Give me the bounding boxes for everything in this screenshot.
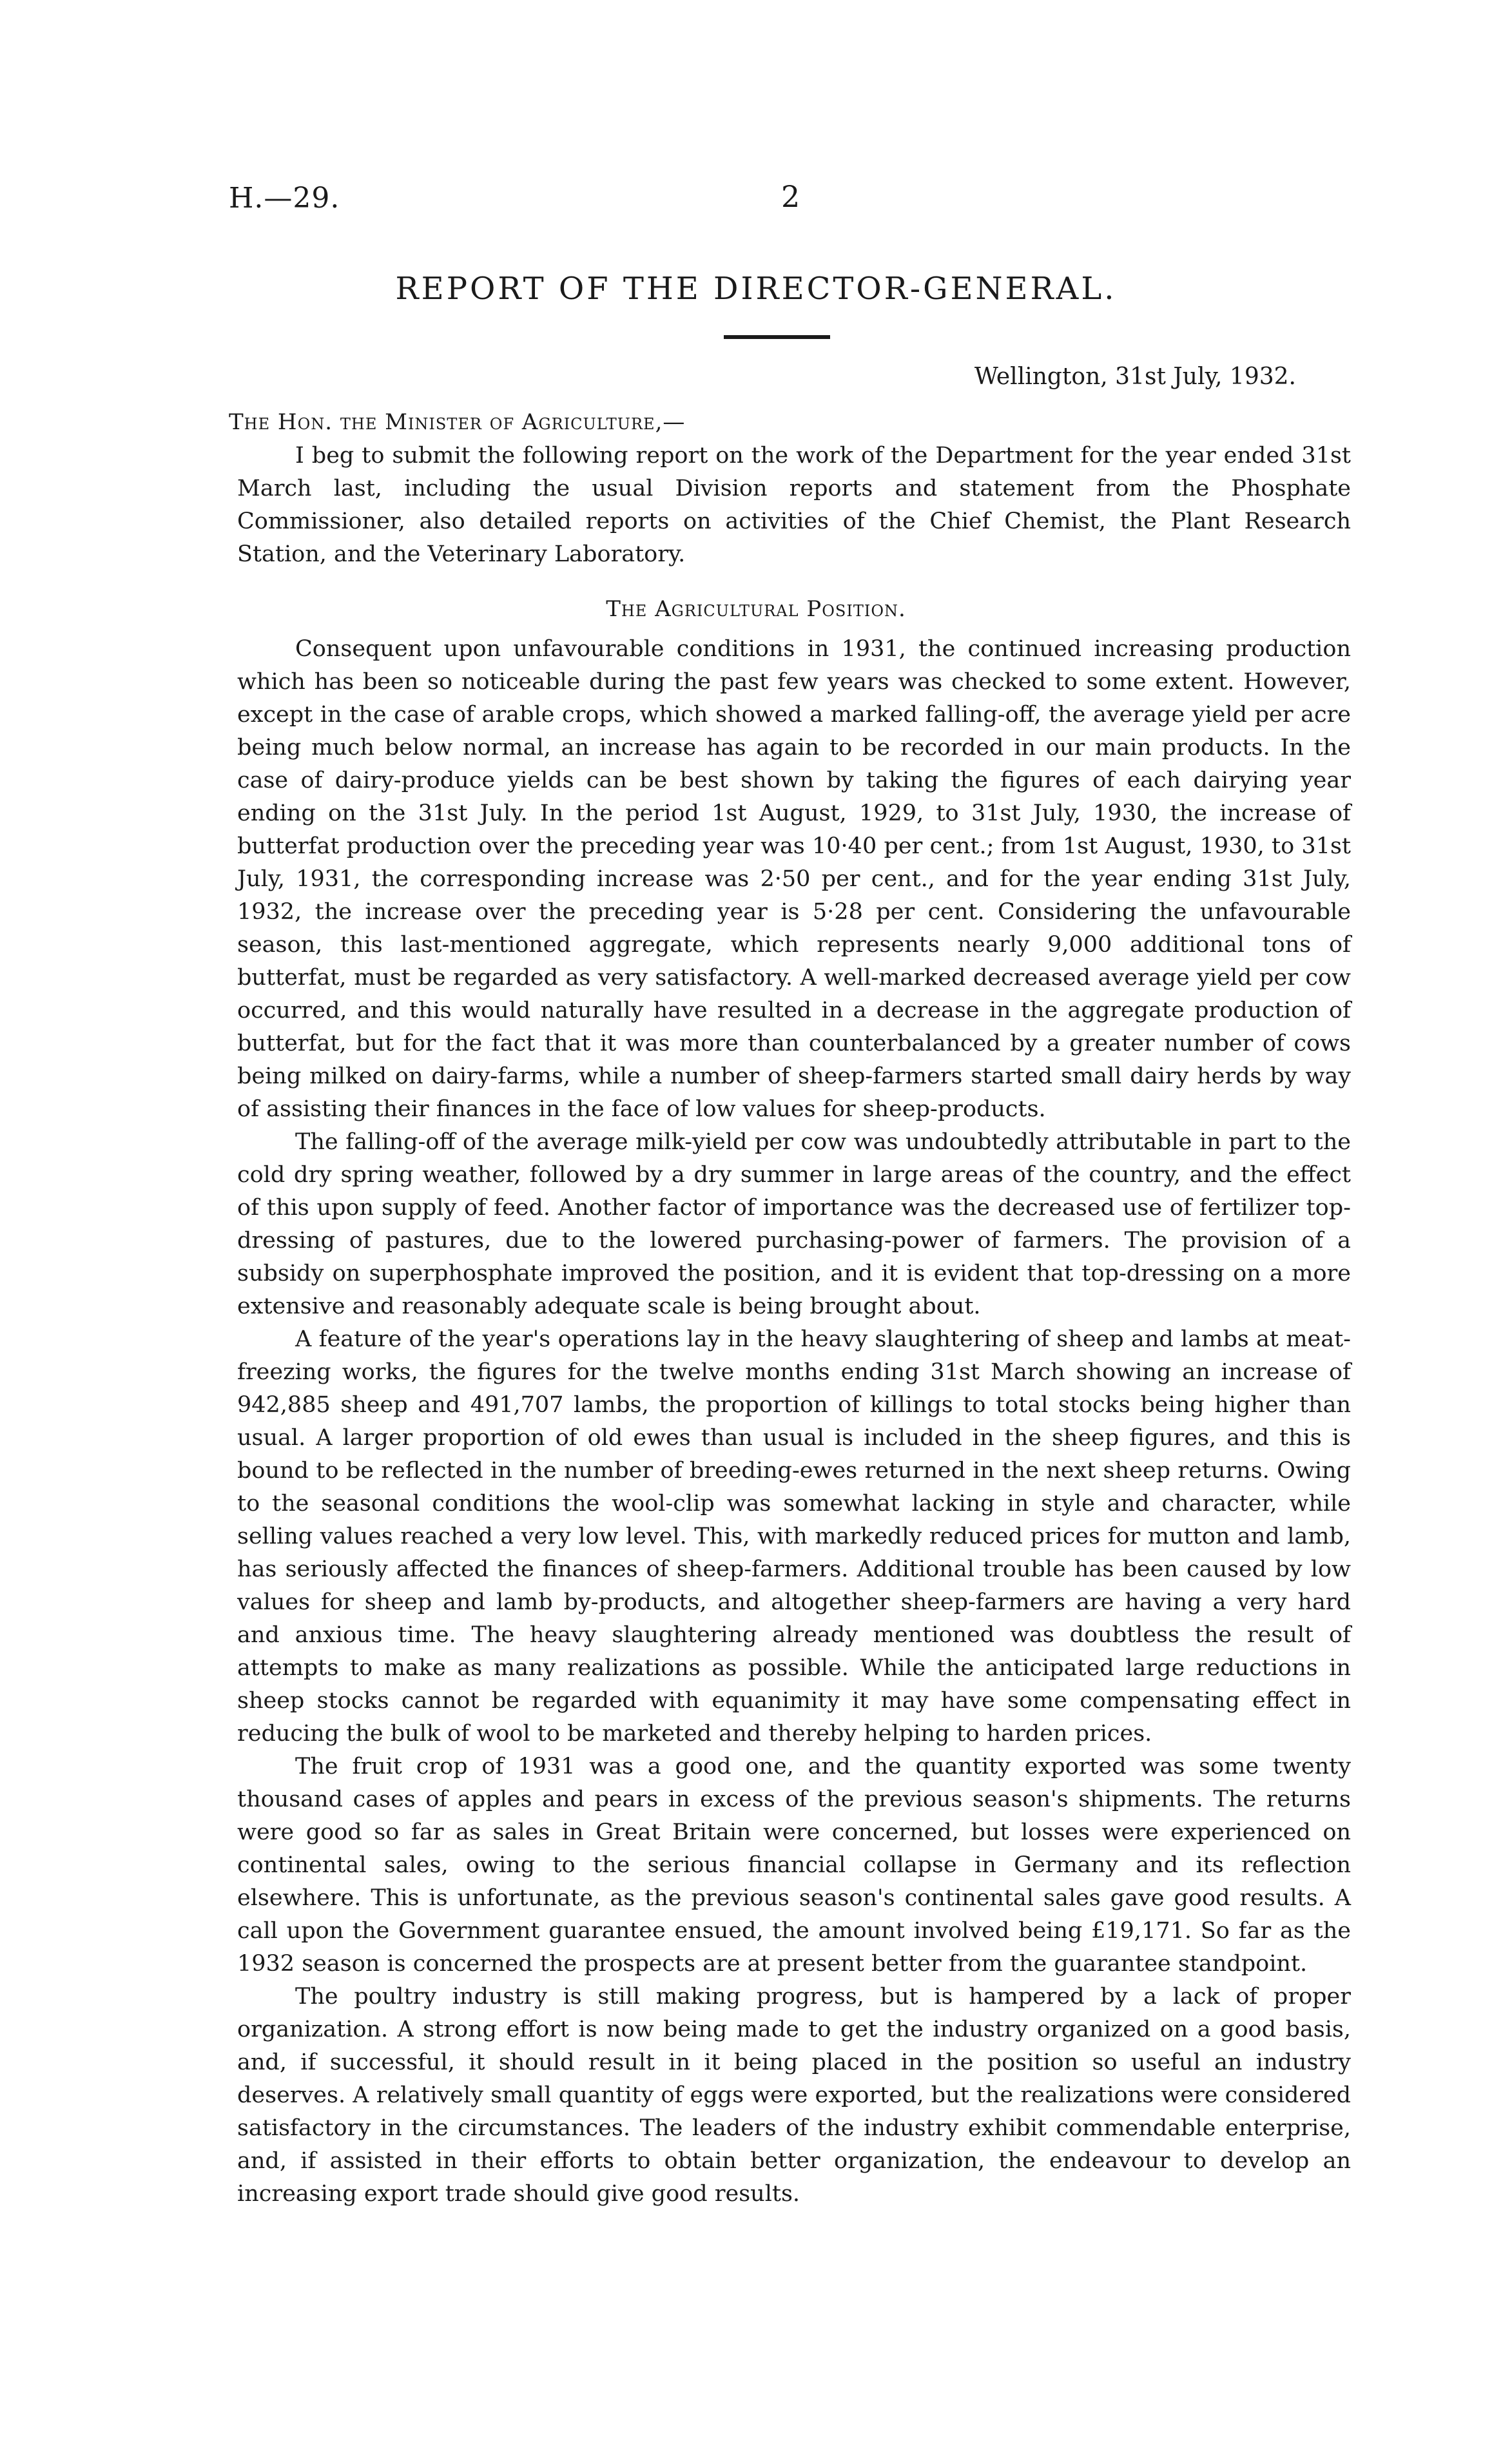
paragraph-sheep-slaughtering: A feature of the year's operations lay in the heavy slaughtering of sheep and lambs at meat-freezing works, the figures for the twelve months ending 31st March showing an increase of 942,885 sheep and 491,707 lambs, the proportion of killings to total stocks being higher than usual. A larger proportion of old ewes than usual is included in the sheep figures, and this is bound to be reflected in the number of breeding-ewes returned in the next sheep returns. Owing to the seasonal conditions the wool-clip was somewhat lacking in style and character, while selling values reached a very low level. This, with markedly reduced prices for mutton and lamb, has seriously affected the finances of sheep-farmers. Additional trouble has been caused by low values for sheep and lamb by-products, and altogether sheep-farmers are having a very hard and anxious time. The heavy slaughtering already mentioned was doubtless the result of attempts to make as many realizations as possible. While the anticipated large reductions in sheep stocks cannot be regarded with equanimity it may have some compensating effect in reducing the bulk of wool to be marketed and thereby helping to harden prices. — [237, 1326, 1351, 1747]
document-reference: H.—29. — [229, 182, 340, 215]
paragraph-milk-yield: The falling-off of the average milk-yield per cow was undoubtedly attributable in part to the cold dry spring weather, followed by a dry summer in large areas of the country, and the effect of this upon supply of feed. Another factor of importance was the decreased use of fertilizer top-dressing of pastures, due to the lowered purchasing-power of farmers. The provision of a subsidy on superphosphate improved the position, and it is evident that top-dressing on a more extensive and reasonably adequate scale is being brought about. — [237, 1129, 1351, 1319]
paragraph-poultry-industry: The poultry industry is still making progress, but is hampered by a lack of proper organization. A strong effort is now being made to get the industry organized on a good basis, and, if successful, it should result in it being placed in the position so useful an industry deserves. A relatively small quantity of eggs were exported, but the realizations were considered satisfactory in the circumstances. The leaders of the industry exhibit commendable enterprise, and, if assisted in their efforts to obtain better organization, the endeavour to develop an increasing export trade should give good results. — [237, 1984, 1351, 2207]
paragraph-dairy-production: Consequent upon unfavourable conditions in 1931, the continued increasing production which has been so noticeable during the past few years was checked to some extent. However, except in the case of arable crops, which showed a marked falling-off, the average yield per acre being much below normal, an increase has again to be recorded in our main products. In the case of dairy-produce yields can be best shown by taking the figures of each dairying year ending on the 31st July. In the period 1st August, 1929, to 31st July, 1930, the increase of butterfat production over the preceding year was 10·40 per cent.; from 1st August, 1930, to 31st July, 1931, the corresponding increase was 2·50 per cent., and for the year ending 31st July, 1932, the increase over the preceding year is 5·28 per cent. Considering the unfavourable season, this last-mentioned aggregate, which represents nearly 9,000 additional tons of butterfat, must be regarded as very satisfactory. A well-marked decreased average yield per cow occurred, and this would naturally have resulted in a decrease in the aggregate production of butterfat, but for the fact that it was more than counterbalanced by a greater number of cows being milked on dairy-farms, while a number of sheep-farmers started small dairy herds by way of assisting their finances in the face of low values for sheep-products. — [237, 636, 1351, 1122]
intro-paragraph-block — [237, 440, 1351, 571]
salutation: The Hon. the Minister of Agriculture,— — [229, 409, 686, 435]
section-heading: The Agricultural Position. — [606, 596, 906, 622]
date-line: Wellington, 31st July, 1932. — [974, 363, 1296, 390]
page-number: 2 — [781, 179, 800, 214]
section-body — [237, 633, 1351, 2211]
title-rule — [724, 335, 830, 339]
report-title: REPORT OF THE DIRECTOR-GENERAL. — [395, 271, 1117, 307]
paragraph-fruit-crop: The fruit crop of 1931 was a good one, and the quantity exported was some twenty thousand cases of apples and pears in excess of the previous season's shipments. The returns were good so far as sales in Great Britain were concerned, but losses were experienced on continental sales, owing to the serious financial collapse in Germany and its reflection elsewhere. This is unfortunate, as the previous season's continental sales gave good results. A call upon the Government guarantee ensued, the amount involved being £19,171. So far as the 1932 season is concerned the prospects are at present better from the guarantee standpoint. — [237, 1754, 1351, 1977]
intro-paragraph: I beg to submit the following report on the work of the Department for the year ended 31st March last, including the usual Division reports and statement from the Phosphate Commissioner, also detailed reports on activities of the Chief Chemist, the Plant Research Station, and the Veterinary Laboratory. — [237, 443, 1351, 567]
